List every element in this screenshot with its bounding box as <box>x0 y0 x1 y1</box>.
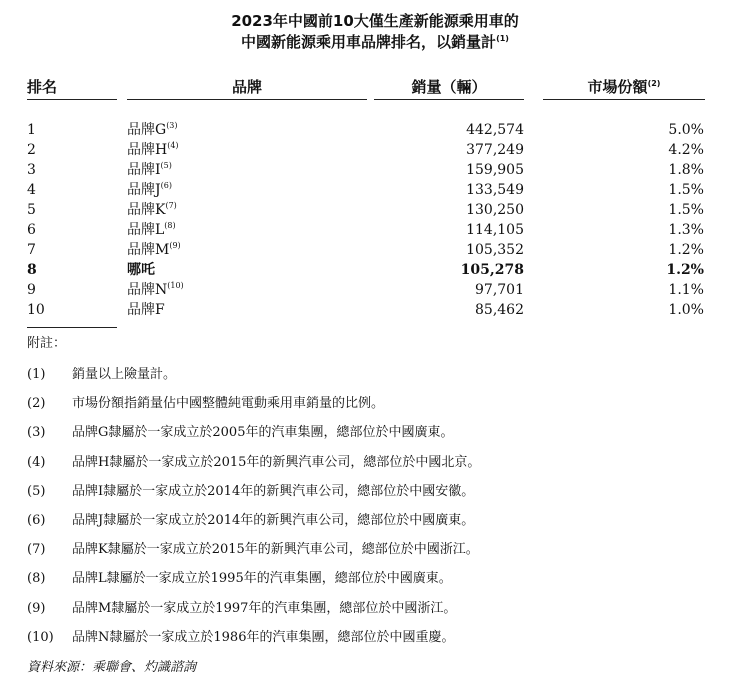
rank-cell: 5 <box>27 202 36 218</box>
table-row <box>0 281 750 299</box>
sales-cell: 377,249 <box>466 142 524 158</box>
note-number: (10) <box>27 629 54 645</box>
header-rule-share <box>543 99 705 100</box>
brand-name: 品牌F <box>127 302 165 318</box>
table-row <box>0 161 750 179</box>
brand-name: 品牌L <box>127 222 165 238</box>
brand-name: 哪吒 <box>127 262 155 278</box>
share-cell: 1.2% <box>668 242 704 258</box>
brand-cell <box>127 301 165 319</box>
note-number: (8) <box>27 571 46 587</box>
note-number: (4) <box>27 454 46 470</box>
header-sales: 銷量（輛） <box>411 78 487 96</box>
table-row <box>0 221 750 239</box>
rank-cell: 1 <box>27 122 36 138</box>
header-rule-brand <box>127 99 367 100</box>
rank-cell: 4 <box>27 182 36 198</box>
brand-name: 品牌K <box>127 202 166 218</box>
note-item <box>27 455 727 471</box>
share-cell: 1.0% <box>668 302 704 318</box>
note-number: (5) <box>27 483 46 499</box>
note-number: (7) <box>27 542 46 558</box>
brand-cell <box>127 221 176 239</box>
brand-footnote-ref: (6) <box>160 181 172 190</box>
note-number: (1) <box>27 367 46 382</box>
title-line-2-text: 中國新能源乘用車品牌排名，以銷量計 <box>241 33 497 51</box>
sales-cell: 97,701 <box>475 282 524 298</box>
sales-cell: 114,105 <box>466 222 524 238</box>
brand-cell <box>127 121 178 139</box>
notes-divider <box>27 327 117 328</box>
note-number: (2) <box>27 396 46 412</box>
brand-cell <box>127 181 172 199</box>
note-item <box>27 425 727 441</box>
sales-cell: 159,905 <box>466 162 524 178</box>
note-text: 市場份額指銷量佔中國整體純電動乘用車銷量的比例。 <box>72 396 385 412</box>
share-cell: 1.8% <box>668 162 704 178</box>
header-rule-rank <box>27 99 117 100</box>
note-text: 銷量以上險量計。 <box>72 367 177 382</box>
brand-name: 品牌M <box>127 242 170 258</box>
note-item <box>27 484 727 500</box>
note-text: 品牌G隸屬於一家成立於2005年的汽車集團，總部位於中國廣東。 <box>72 425 454 441</box>
note-text: 品牌K隸屬於一家成立於2015年的新興汽車公司，總部位於中國浙江。 <box>72 542 479 558</box>
note-item <box>27 513 727 529</box>
brand-cell <box>127 261 155 279</box>
note-text: 品牌J隸屬於一家成立於2014年的新興汽車公司，總部位於中國廣東。 <box>72 513 475 528</box>
rank-cell: 3 <box>27 162 36 178</box>
sales-cell: 130,250 <box>466 202 524 218</box>
note-item <box>27 601 727 617</box>
note-text: 品牌N隸屬於一家成立於1986年的汽車集團，總部位於中國重慶。 <box>72 629 455 645</box>
note-number: (9) <box>27 600 46 616</box>
table-row <box>0 241 750 259</box>
rank-cell: 10 <box>27 302 45 318</box>
brand-name: 品牌J <box>127 182 161 198</box>
rank-cell: 9 <box>27 282 36 298</box>
sales-cell: 85,462 <box>475 302 524 318</box>
title-line-1: 2023年中國前10大僅生產新能源乘用車的 <box>231 12 519 30</box>
note-item <box>27 571 727 587</box>
brand-footnote-ref: (9) <box>169 241 181 250</box>
notes-label: 附註： <box>27 336 67 351</box>
note-number: (6) <box>27 513 46 528</box>
rank-cell: 8 <box>27 262 37 278</box>
share-cell: 1.3% <box>668 222 704 238</box>
brand-footnote-ref: (7) <box>165 201 177 210</box>
note-item <box>27 367 727 383</box>
header-rank: 排名 <box>27 78 58 96</box>
brand-name: 品牌H <box>127 142 168 158</box>
brand-cell <box>127 141 179 159</box>
brand-name: 品牌I <box>127 162 161 178</box>
share-cell: 1.2% <box>666 262 704 278</box>
rank-cell: 2 <box>27 142 36 158</box>
rank-cell: 7 <box>27 242 36 258</box>
sales-cell: 442,574 <box>466 122 524 138</box>
table-row <box>0 121 750 139</box>
brand-cell <box>127 241 181 259</box>
share-cell: 5.0% <box>668 122 704 138</box>
share-cell: 1.1% <box>668 282 704 298</box>
brand-footnote-ref: (3) <box>166 121 178 130</box>
brand-name: 品牌N <box>127 282 168 298</box>
note-item <box>27 630 727 646</box>
brand-footnote-ref: (4) <box>167 141 179 150</box>
note-text: 品牌H隸屬於一家成立於2015年的新興汽車公司，總部位於中國北京。 <box>72 454 481 470</box>
title-footnote-ref: (1) <box>496 34 509 43</box>
brand-cell <box>127 281 184 299</box>
brand-footnote-ref: (8) <box>164 221 176 230</box>
rank-cell: 6 <box>27 222 36 238</box>
brand-footnote-ref: (5) <box>160 161 172 170</box>
header-share-note: (2) <box>647 79 661 88</box>
header-share-text: 市場份額 <box>587 78 648 96</box>
source-line: 資料來源：乘聯會、灼識諮詢 <box>27 660 197 675</box>
share-cell: 1.5% <box>668 202 704 218</box>
note-text: 品牌L隸屬於一家成立於1995年的汽車集團，總部位於中國廣東。 <box>72 571 452 587</box>
note-number: (3) <box>27 425 46 441</box>
table-row <box>0 261 750 279</box>
sales-cell: 133,549 <box>466 182 524 198</box>
header-brand: 品牌 <box>231 78 262 96</box>
sales-cell: 105,352 <box>466 242 524 258</box>
share-cell: 4.2% <box>668 142 704 158</box>
note-item <box>27 396 727 412</box>
title-line-2 <box>0 33 750 52</box>
brand-cell <box>127 201 177 219</box>
header-rule-sales <box>374 99 524 100</box>
note-item <box>27 542 727 558</box>
note-text: 品牌M隸屬於一家成立於1997年的汽車集團，總部位於中國浙江。 <box>72 600 457 616</box>
table-row <box>0 301 750 319</box>
share-cell: 1.5% <box>668 182 704 198</box>
brand-cell <box>127 161 172 179</box>
table-row <box>0 201 750 219</box>
sales-cell: 105,278 <box>460 262 524 278</box>
header-share <box>543 77 705 97</box>
brand-name: 品牌G <box>127 122 167 138</box>
table-row <box>0 141 750 159</box>
note-text: 品牌I隸屬於一家成立於2014年的新興汽車公司，總部位於中國安徽。 <box>72 483 475 499</box>
brand-footnote-ref: (10) <box>167 281 184 290</box>
table-row <box>0 181 750 199</box>
